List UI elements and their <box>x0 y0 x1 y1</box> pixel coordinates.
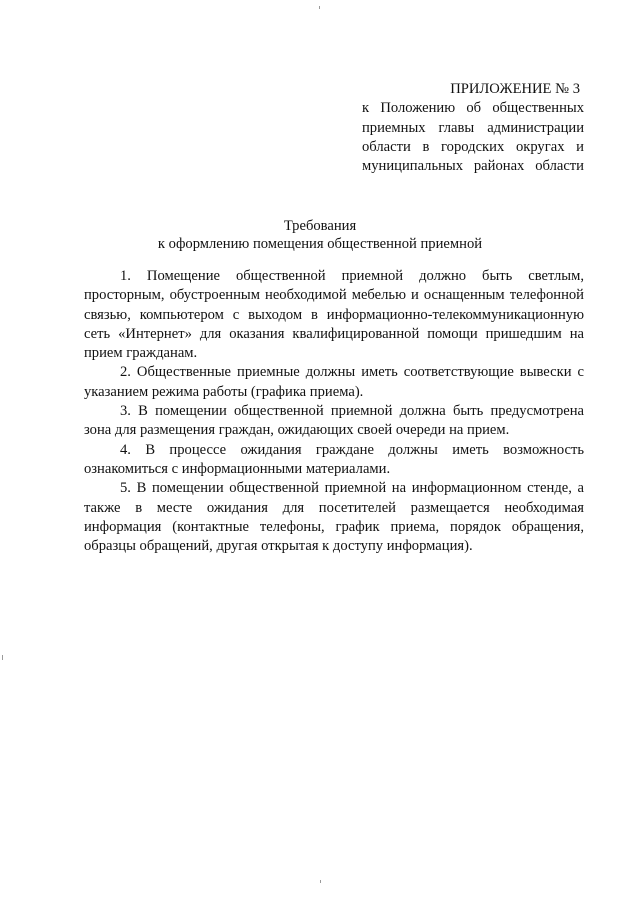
paragraph-1: 1. Помещение общественной приемной должно быть светлым, просторным, обустроенным необходимой мебелью и оснащенным телефонной связью, компьютером с выходом в информационно-телекоммуникационную сеть «Интернет» для оказания квалифицированной помощи пришедшим на прием гражданам. <box>84 268 584 362</box>
paragraph-4: 4. В процессе ожидания граждане должны иметь возможность ознакомиться с информационными материалами. <box>84 441 584 477</box>
appendix-title: ПРИЛОЖЕНИЕ № 3 <box>450 81 580 97</box>
appendix-block <box>362 80 584 176</box>
scan-speck <box>320 880 321 883</box>
paragraph-3: 3. В помещении общественной приемной должна быть предусмотрена зона для размещения граждан, ожидающих своей очереди на прием. <box>84 403 584 439</box>
paragraph-5: 5. В помещении общественной приемной на информационном стенде, а также в месте ожидания для посетителей размещается необходимая информация (контактные телефоны, график приема, порядок обращения, образцы обращений, другая открытая к доступу информация). <box>84 480 584 555</box>
document-heading-subtitle: к оформлению помещения общественной приемной <box>157 236 483 252</box>
appendix-text: к Положению об общественных приемных главы администрации области в городских округах и муниципальных районах области <box>362 100 584 175</box>
document-heading-title: Требования <box>283 218 357 234</box>
document-body <box>84 267 584 556</box>
scan-speck <box>2 655 3 660</box>
paragraph-2: 2. Общественные приемные должны иметь соответствующие вывески с указанием режима работы (графика приема). <box>84 364 584 400</box>
scan-speck <box>319 6 320 9</box>
